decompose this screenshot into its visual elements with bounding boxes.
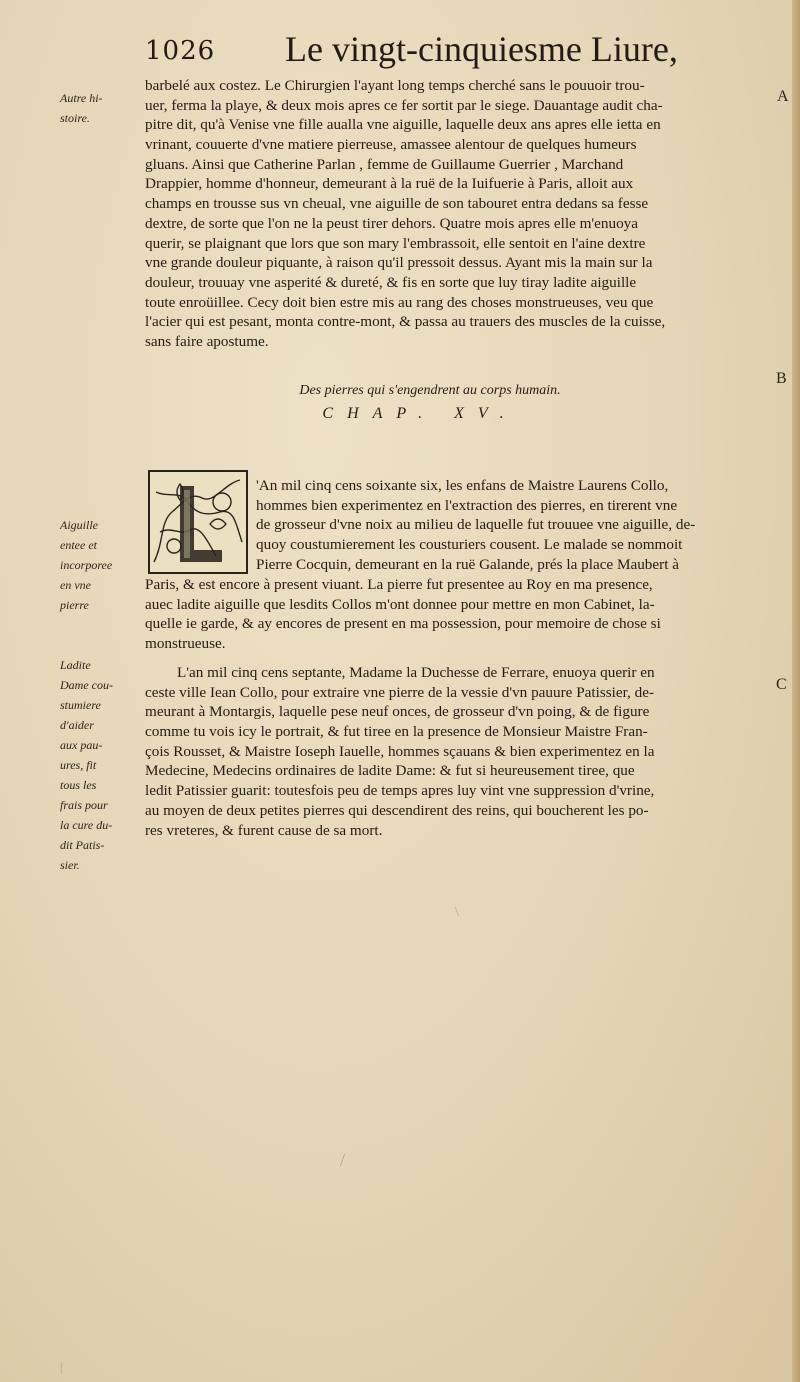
text-line: quelle ie garde, & ay encores de present en ma possession, pour memoire de chose si <box>145 615 661 633</box>
page-number: 1026 <box>145 36 216 66</box>
page-edge <box>792 0 800 1382</box>
text-line: vne grande douleur piquante, à raison qu'il pressoit dessus. Ayant mis la main sur la <box>145 254 653 272</box>
text-line: ledit Patissier guarit: toutesfois peu de temps apres luy vint vne suppression d'vrine, <box>145 782 655 800</box>
text-line: gluans. Ainsi que Catherine Parlan , femme de Guillaume Guerrier , Marchand <box>145 155 624 173</box>
side-note-aiguille: Aiguille entee et incorporee en vne pierre <box>60 518 113 612</box>
text-line: barbelé aux costez. Le Chirurgien l'ayant long temps cherché sans le pouuoir trou- <box>145 77 645 94</box>
text-line: pitre dit, qu'à Venise vne fille aualla vne aiguille, laquelle deux ans apres elle ietta en <box>145 116 661 134</box>
margin-letter-c: C <box>776 676 787 693</box>
text-line: Paris, & est encore à present viuant. La pierre fut presentee au Roy en ma presence, <box>145 576 653 593</box>
text-line: douleur, trouuay vne asperité & dureté, & fis en sorte que luy tiray ladite aiguille <box>145 273 637 291</box>
running-title: Le vingt-cinquiesme Liure, <box>285 29 678 69</box>
paragraph-2-continued <box>145 575 770 654</box>
text-line: quoy coustumierement les cousturiers cousent. Le malade se nommoit <box>256 536 683 554</box>
running-header <box>145 28 705 80</box>
chapter-heading: CHAP. XV. <box>322 405 518 422</box>
paragraph-3 <box>145 663 770 840</box>
text-line: uer, ferma la playe, & deux mois apres ce fer sortit par le siege. Dauantage audit cha- <box>145 96 663 114</box>
decorated-initial <box>148 470 248 574</box>
show-through-mark: \ <box>455 905 459 920</box>
text-line: L'an mil cinq cens septante, Madame la Duchesse de Ferrare, enuoya querir en <box>177 664 655 681</box>
show-through-mark: / <box>340 1150 346 1170</box>
text-line: sans faire apostume. <box>145 332 269 350</box>
text-line: res vreteres, & furent cause de sa mort. <box>145 821 383 839</box>
text-line: ceste ville Iean Collo, pour extraire vne pierre de la vessie d'vn pauure Patissier, de- <box>145 683 655 701</box>
text-line: Medecine, Medecins ordinaires de ladite Dame: & fut si heureusement tiree, que <box>145 762 635 780</box>
text-line: 'An mil cinq cens soixante six, les enfans de Maistre Laurens Collo, <box>256 477 669 494</box>
side-note-autre-histoire: Autre hi- stoire. <box>60 91 103 125</box>
section-title: Des pierres qui s'engendrent au corps humain. <box>299 383 561 398</box>
text-line: dextre, de sorte que l'on ne la peust tirer dehors. Quatre mois apres elle m'enuoya <box>145 214 638 232</box>
decorated-initial-ornament <box>150 472 246 572</box>
show-through-mark: | <box>60 1360 63 1374</box>
text-line: de grosseur d'vne noix au milieu de laquelle fut trouuee vne aiguille, de- <box>256 516 696 534</box>
text-line: au moyen de deux petites pierres qui descendirent des reins, qui boucherent les po- <box>145 801 649 819</box>
text-line: Drappier, homme d'honneur, demeurant à la ruë de la Iuifuerie à Paris, alloit aux <box>145 175 634 193</box>
text-line: Pierre Cocquin, demeurant en la ruë Galande, prés la place Maubert à <box>256 555 679 573</box>
text-line: auec ladite aiguille que lesdits Collos m'ont donnee pour mettre en mon Cabinet, la- <box>145 595 655 613</box>
text-line: l'acier qui est pesant, monta contre-mont, & passa au trauers des muscles de la cuisse, <box>145 313 666 331</box>
text-line: meurant à Montargis, laquelle pese neuf onces, de grosseur d'vn poing, & de figure <box>145 703 650 721</box>
margin-letter-a: A <box>777 88 789 105</box>
text-line: querir, se plaignant que lors que son mary l'embrassoit, elle sentoit en l'aine dextre <box>145 234 646 252</box>
text-line: hommes bien experimentez en l'extraction des pierres, en tirerent vne <box>256 496 678 514</box>
text-line: comme tu vois icy le portrait, & fut tiree en la presence de Monsieur Maistre Fran- <box>145 723 648 741</box>
text-line: monstrueuse. <box>145 635 226 653</box>
text-line: çois Rousset, & Maistre Ioseph Iauelle, hommes sçauans & bien experimentez en la <box>145 742 655 760</box>
text-line: toute enroüillee. Cecy doit bien estre mis au rang des choses monstrueuses, veu que <box>145 293 654 311</box>
paragraph-1 <box>145 76 770 352</box>
side-note-ladite-dame: Ladite Dame cou- stumiere d'aider aux pau- ures, fit tous les frais pour la cure du- dit Patis- sier. <box>60 658 113 872</box>
text-line: champs en trousse sus vn cheual, vne aiguille de son tabouret entra dedans sa fesse <box>145 195 649 213</box>
margin-letter-b: B <box>776 370 787 387</box>
text-line: vrinant, couuerte d'vne matiere pierreuse, amassee alentour de quelques humeurs <box>145 136 637 154</box>
paragraph-2-beside-initial <box>256 476 776 574</box>
